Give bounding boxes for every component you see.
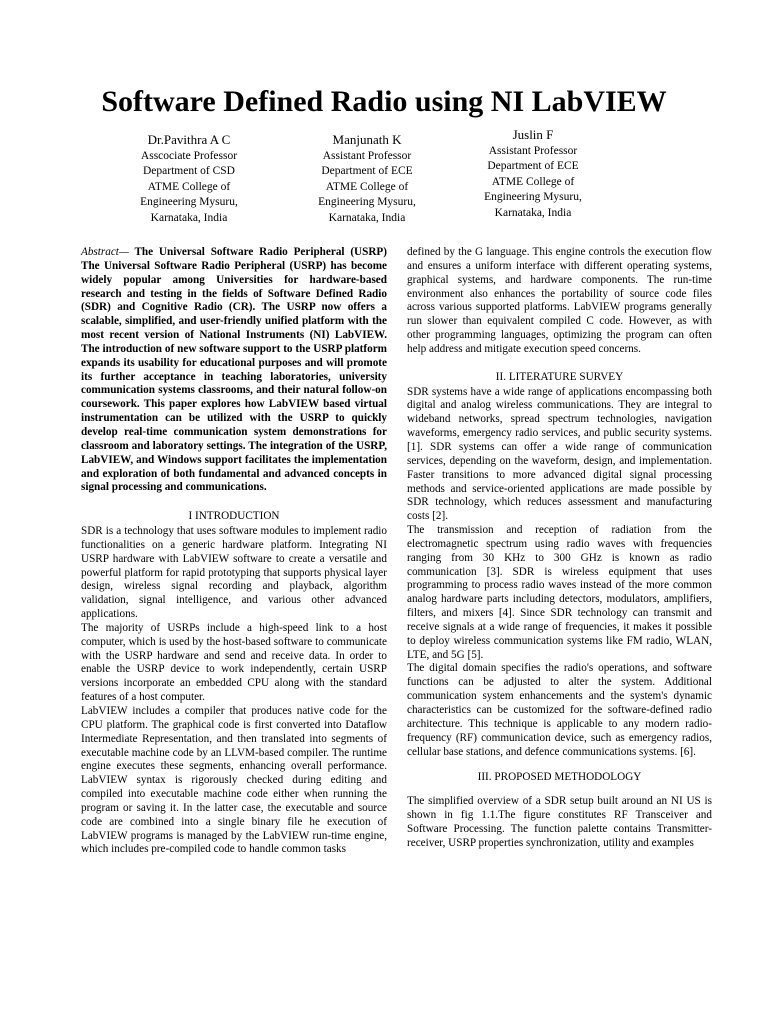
author-block-1 <box>99 130 279 226</box>
paragraph: The digital domain specifies the radio's operations, and software functions can be adjusted to alter the system. Additional communication system enhancements and the system's dynamic characteristics can be customized for the software-defined radio architecture. This technique is applicable to any modern radio-frequency (RF) communication device, such as emergency radios, cellular base stations, and defence communications systems. [6]. <box>407 662 712 758</box>
paragraph: The majority of USRPs include a high-speed link to a host computer, which is used by the host-based software to communicate with the USRP hardware and send and receive data. In order to enable the USRP device to work independently, certain USRP versions incorporate an embedded CPU along with the standard features of a host computer. <box>81 621 387 704</box>
section-heading-introduction: I INTRODUCTION <box>188 510 280 523</box>
abstract-text: The Universal Software Radio Peripheral (USRP) The Universal Software Radio Peripheral (USRP) has become widely popular among Universities for hardware-based research and testing in the fields of Software Defined Radio (SDR) and Cognitive Radio (CR). The USRP now offers a scalable, simplified, and user-friendly unified platform with the most recent version of National Instruments (NI) LabVIEW. The introduction of new software support to the USRP platform expands its usability for educational purposes and will promote its further acceptance in teaching laboratories, university communication systems classrooms, and their natural follow-on coursework. This paper explores how LabVIEW based virtual instrumentation can be utilized with the USRP to quickly develop real-time communication system demonstrations for classroom and laboratory settings. The integration of the USRP, LabVIEW, and Windows support facilitates the implementation and exploration of both fundamental and advanced concepts in signal processing and communications. <box>81 246 387 494</box>
author-name: Dr.Pavithra A C <box>147 132 231 147</box>
section-heading-methodology: III. PROPOSED METHODOLOGY <box>477 771 642 784</box>
author-college-line2: Engineering Mysuru, <box>318 196 416 209</box>
author-location: Karnataka, India <box>494 206 572 219</box>
author-block-3 <box>443 125 623 221</box>
author-position: Assistant Professor <box>488 145 578 157</box>
author-department: Department of ECE <box>487 160 579 173</box>
author-college: ATME College of <box>491 175 575 188</box>
left-column <box>81 246 387 857</box>
paper-title: Software Defined Radio using NI LabVIEW <box>101 85 667 118</box>
author-college-line2: Engineering Mysuru, <box>484 191 582 204</box>
paragraph: SDR is a technology that uses software modules to implement radio functionalities on a generic hardware platform. Integrating NI USRP hardware with LabVIEW software to create a versatile and powerful platform for rapid prototyping that supports physical layer design, wireless signal recording and playback, algorithm validation, signal intelligence, and various other advanced applications. <box>81 525 387 621</box>
author-college-line2: Engineering Mysuru, <box>140 196 238 209</box>
paragraph: defined by the G language. This engine controls the execution flow and ensures a uniform interface with different operating systems, graphical systems, and hardware components. The run-time environment also enhances the portability of source code files across various supported platforms. LabVIEW programs generally run slower than equivalent compiled C code. However, as with other programming languages, optimizing the program can often help address and mitigate execution speed concerns. <box>407 246 712 355</box>
author-department: Department of CSD <box>143 165 235 178</box>
author-location: Karnataka, India <box>150 211 228 224</box>
abstract-lead: Abstract— <box>81 246 129 258</box>
paragraph: LabVIEW includes a compiler that produces native code for the CPU platform. The graphical code is first converted into Dataflow Intermediate Representation, and then translated into segments of executable machine code by an LLVM-based compiler. The runtime engine executes these segments, enhancing overall performance. LabVIEW syntax is rigorously checked during editing and compiled into executable machine code either when running the program or saving it. In the latter case, the executable and source code are combined into a single binary file he execution of LabVIEW programs is managed by the LabVIEW run-time engine, which includes pre-compiled code to handle common tasks <box>81 705 387 856</box>
right-column <box>407 246 712 851</box>
author-department: Department of ECE <box>321 165 413 178</box>
paragraph: SDR systems have a wide range of applications encompassing both digital and analog wireless communications. They are integral to wideband networks, spread spectrum technologies, navigation waveforms, emergency radio services, and public security systems. [1]. SDR systems can offer a wide range of communication services, depending on the waveform, design, and implementation. Faster transitions to more advanced digital signal processing methods and service-oriented applications are made possible by SDR technology, which reduces assessment and manufacturing costs [2]. <box>407 385 712 523</box>
section-heading-literature-survey: II. LITERATURE SURVEY <box>495 370 624 383</box>
paragraph: The simplified overview of a SDR setup built around an NI US is shown in fig 1.1.The figure constitutes RF Transceiver and Software Processing. The function palette contains Transmitter- receiver, USRP properties synchronization, utility and examples <box>407 795 712 849</box>
author-name: Manjunath K <box>332 132 402 147</box>
author-college: ATME College of <box>147 180 231 193</box>
paragraph: The transmission and reception of radiation from the electromagnetic spectrum using radio waves with frequencies ranging from 30 KHz to 300 GHz is known as radio communication [3]. SDR is wireless equipment that uses programming to process radio waves instead of the more common analog hardware parts including detectors, modulators, amplifiers, filters, and mixers [4]. Since SDR technology can transmit and receive signals at a wide range of frequencies, it makes it possible to deploy wireless communication systems like FM radio, WLAN, LTE, and 5G [5]. <box>407 524 712 661</box>
author-name: Juslin F <box>512 127 554 142</box>
author-position: Asscociate Professor <box>140 150 238 162</box>
author-location: Karnataka, India <box>328 211 406 224</box>
author-college: ATME College of <box>325 180 409 193</box>
author-position: Assistant Professor <box>322 150 412 162</box>
abstract <box>81 246 387 495</box>
author-block-2 <box>277 130 457 226</box>
